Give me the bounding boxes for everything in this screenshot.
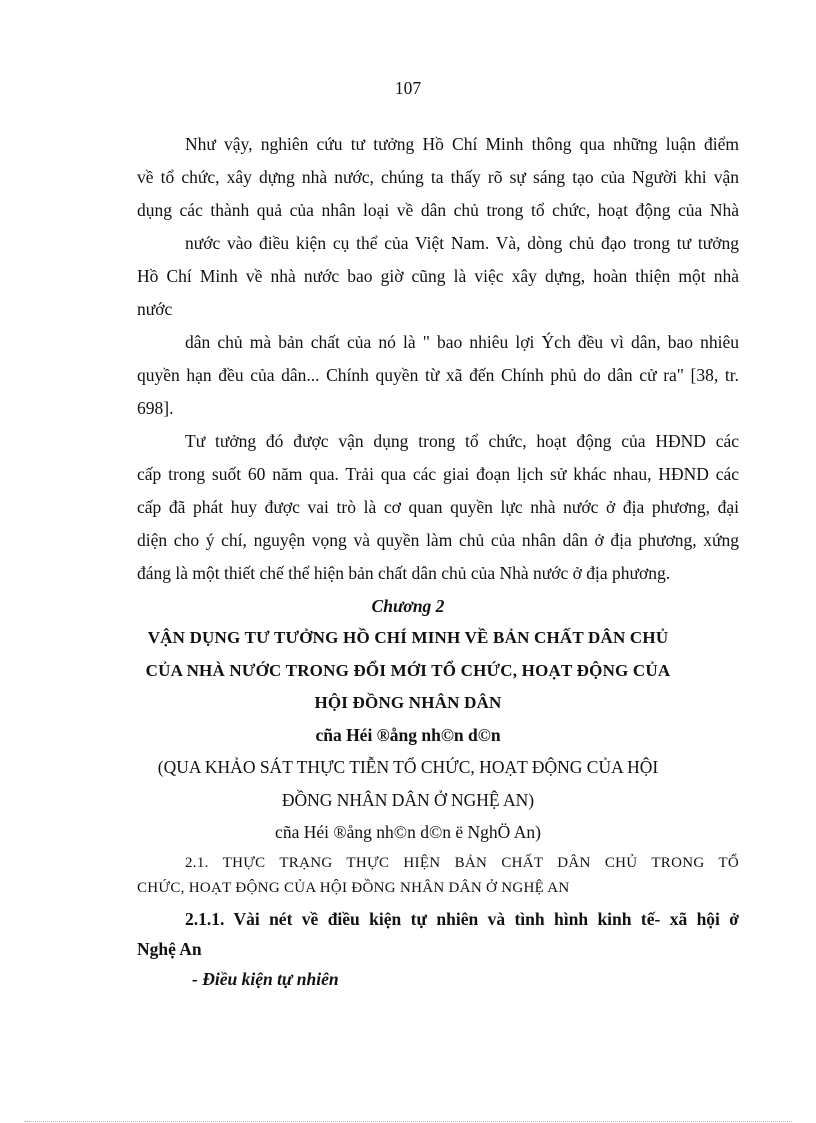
- paragraph-line: quyền hạn đều của dân... Chính quyền từ xã đến Chính phủ do dân cử ra" [38, tr.: [137, 365, 739, 385]
- paragraph-line: dân chủ mà bản chất của nó là " bao nhiêu lợi Ých đều vì dân, bao nhiêu: [185, 332, 739, 352]
- section-heading-line: 2.1.1. Vài nét về điều kiện tự nhiên và tình hình kinh tế- xã hội ở: [185, 909, 739, 929]
- paragraph-line: Như vậy, nghiên cứu tư tưởng Hồ Chí Minh thông qua những luận điểm: [185, 134, 739, 154]
- paragraph-line: Tư tưởng đó được vận dụng trong tổ chức, hoạt động của HĐND các: [185, 431, 739, 451]
- paragraph-line: cấp trong suốt 60 năm qua. Trải qua các giai đoạn lịch sử khác nhau, HĐND các: [137, 464, 739, 484]
- paragraph-line: dụng các thành quả của nhân loại về dân chủ trong tổ chức, hoạt động của Nhà: [137, 200, 739, 220]
- paragraph-line: về tổ chức, xây dựng nhà nước, chúng ta thấy rõ sự sáng tạo của Người khi vận: [137, 167, 739, 187]
- chapter-label: Chương 2: [371, 596, 445, 616]
- paragraph-line: 698].: [137, 398, 174, 418]
- chapter-title-line: HỘI ĐỒNG NHÂN DÂN: [314, 693, 502, 712]
- subtitle-line: (QUA KHẢO SÁT THỰC TIỄN TỔ CHỨC, HOẠT ĐỘNG CỦA HỘI: [157, 757, 659, 777]
- section-heading-line: Nghệ An: [137, 939, 202, 959]
- section-heading-line: 2.1. THỰC TRẠNG THỰC HIỆN BẢN CHẤT DÂN CHỦ TRONG TỔ: [185, 855, 739, 871]
- page-number: 107: [394, 78, 422, 98]
- paragraph-line: nước: [137, 299, 173, 319]
- paragraph-line: diện cho ý chí, nguyện vọng và quyền làm chủ của nhân dân ở địa phương, xứng: [137, 530, 739, 550]
- paragraph-line: đáng là một thiết chế thể hiện bản chất dân chủ của Nhà nước ở địa phương.: [137, 563, 671, 583]
- garbled-line: cña Héi ®ång nh©n d©n ë NghÖ An): [275, 822, 541, 842]
- subsection-heading: - Điều kiện tự nhiên: [192, 969, 339, 989]
- garbled-line: cña Héi ®ång nh©n d©n: [315, 725, 501, 745]
- chapter-title-line: CỦA NHÀ NƯỚC TRONG ĐỔI MỚI TỔ CHỨC, HOẠT ĐỘNG CỦA: [145, 661, 671, 680]
- paragraph-line: Hồ Chí Minh về nhà nước bao giờ cũng là việc xây dựng, hoàn thiện một nhà: [137, 266, 739, 286]
- page-bottom-divider: [24, 1121, 792, 1122]
- paragraph-line: cấp đã phát huy được vai trò là cơ quan quyền lực nhà nước ở địa phương, đại: [137, 497, 739, 517]
- subtitle-line: ĐỒNG NHÂN DÂN Ở NGHỆ AN): [281, 790, 535, 810]
- paragraph-line: nước vào điều kiện cụ thể của Việt Nam. Và, dòng chủ đạo trong tư tưởng: [185, 233, 739, 253]
- chapter-title-line: VẬN DỤNG TƯ TƯỞNG HỒ CHÍ MINH VỀ BẢN CHẤT DÂN CHỦ: [147, 628, 669, 647]
- section-heading-line: CHỨC, HOẠT ĐỘNG CỦA HỘI ĐỒNG NHÂN DÂN Ở NGHỆ AN: [137, 880, 570, 896]
